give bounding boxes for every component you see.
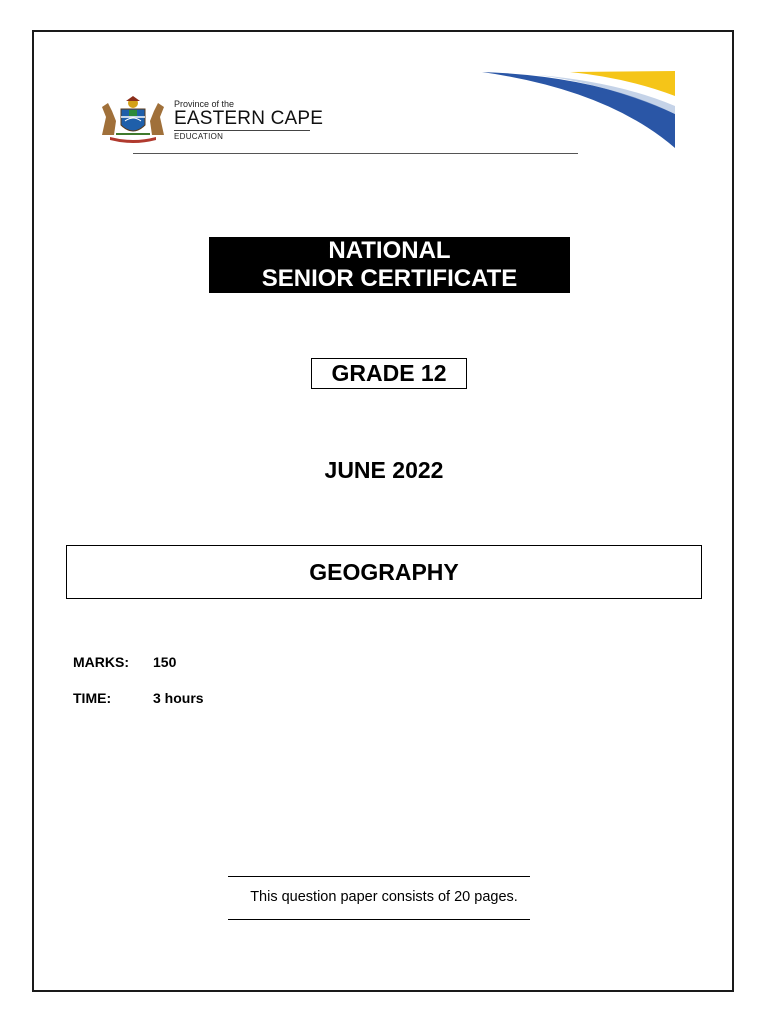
logo-education-text: EDUCATION — [174, 132, 224, 141]
grade-label: GRADE 12 — [311, 358, 467, 389]
certificate-title-banner — [209, 237, 570, 293]
header-divider — [133, 153, 578, 154]
marks-label: MARKS: — [73, 654, 129, 670]
logo-province-text: Province of the — [174, 99, 235, 109]
subject-title: GEOGRAPHY — [66, 545, 702, 599]
page-count-note: This question paper consists of 20 pages. — [250, 889, 518, 905]
page-frame — [32, 30, 734, 992]
title-line-national: NATIONAL — [328, 237, 451, 264]
exam-date: JUNE 2022 — [324, 457, 444, 483]
coat-of-arms-icon — [96, 95, 170, 143]
logo-divider — [174, 130, 310, 131]
logo-eastern-cape-text: EASTERN CAPE — [174, 108, 324, 129]
footer-top-rule — [228, 876, 530, 877]
eastern-cape-logo — [174, 99, 323, 142]
swoosh-graphic — [478, 68, 678, 150]
time-label: TIME: — [73, 690, 112, 706]
footer-bottom-rule — [228, 919, 530, 920]
time-value: 3 hours — [153, 690, 204, 706]
marks-value: 150 — [153, 654, 177, 670]
title-line-senior-certificate: SENIOR CERTIFICATE — [261, 265, 518, 292]
